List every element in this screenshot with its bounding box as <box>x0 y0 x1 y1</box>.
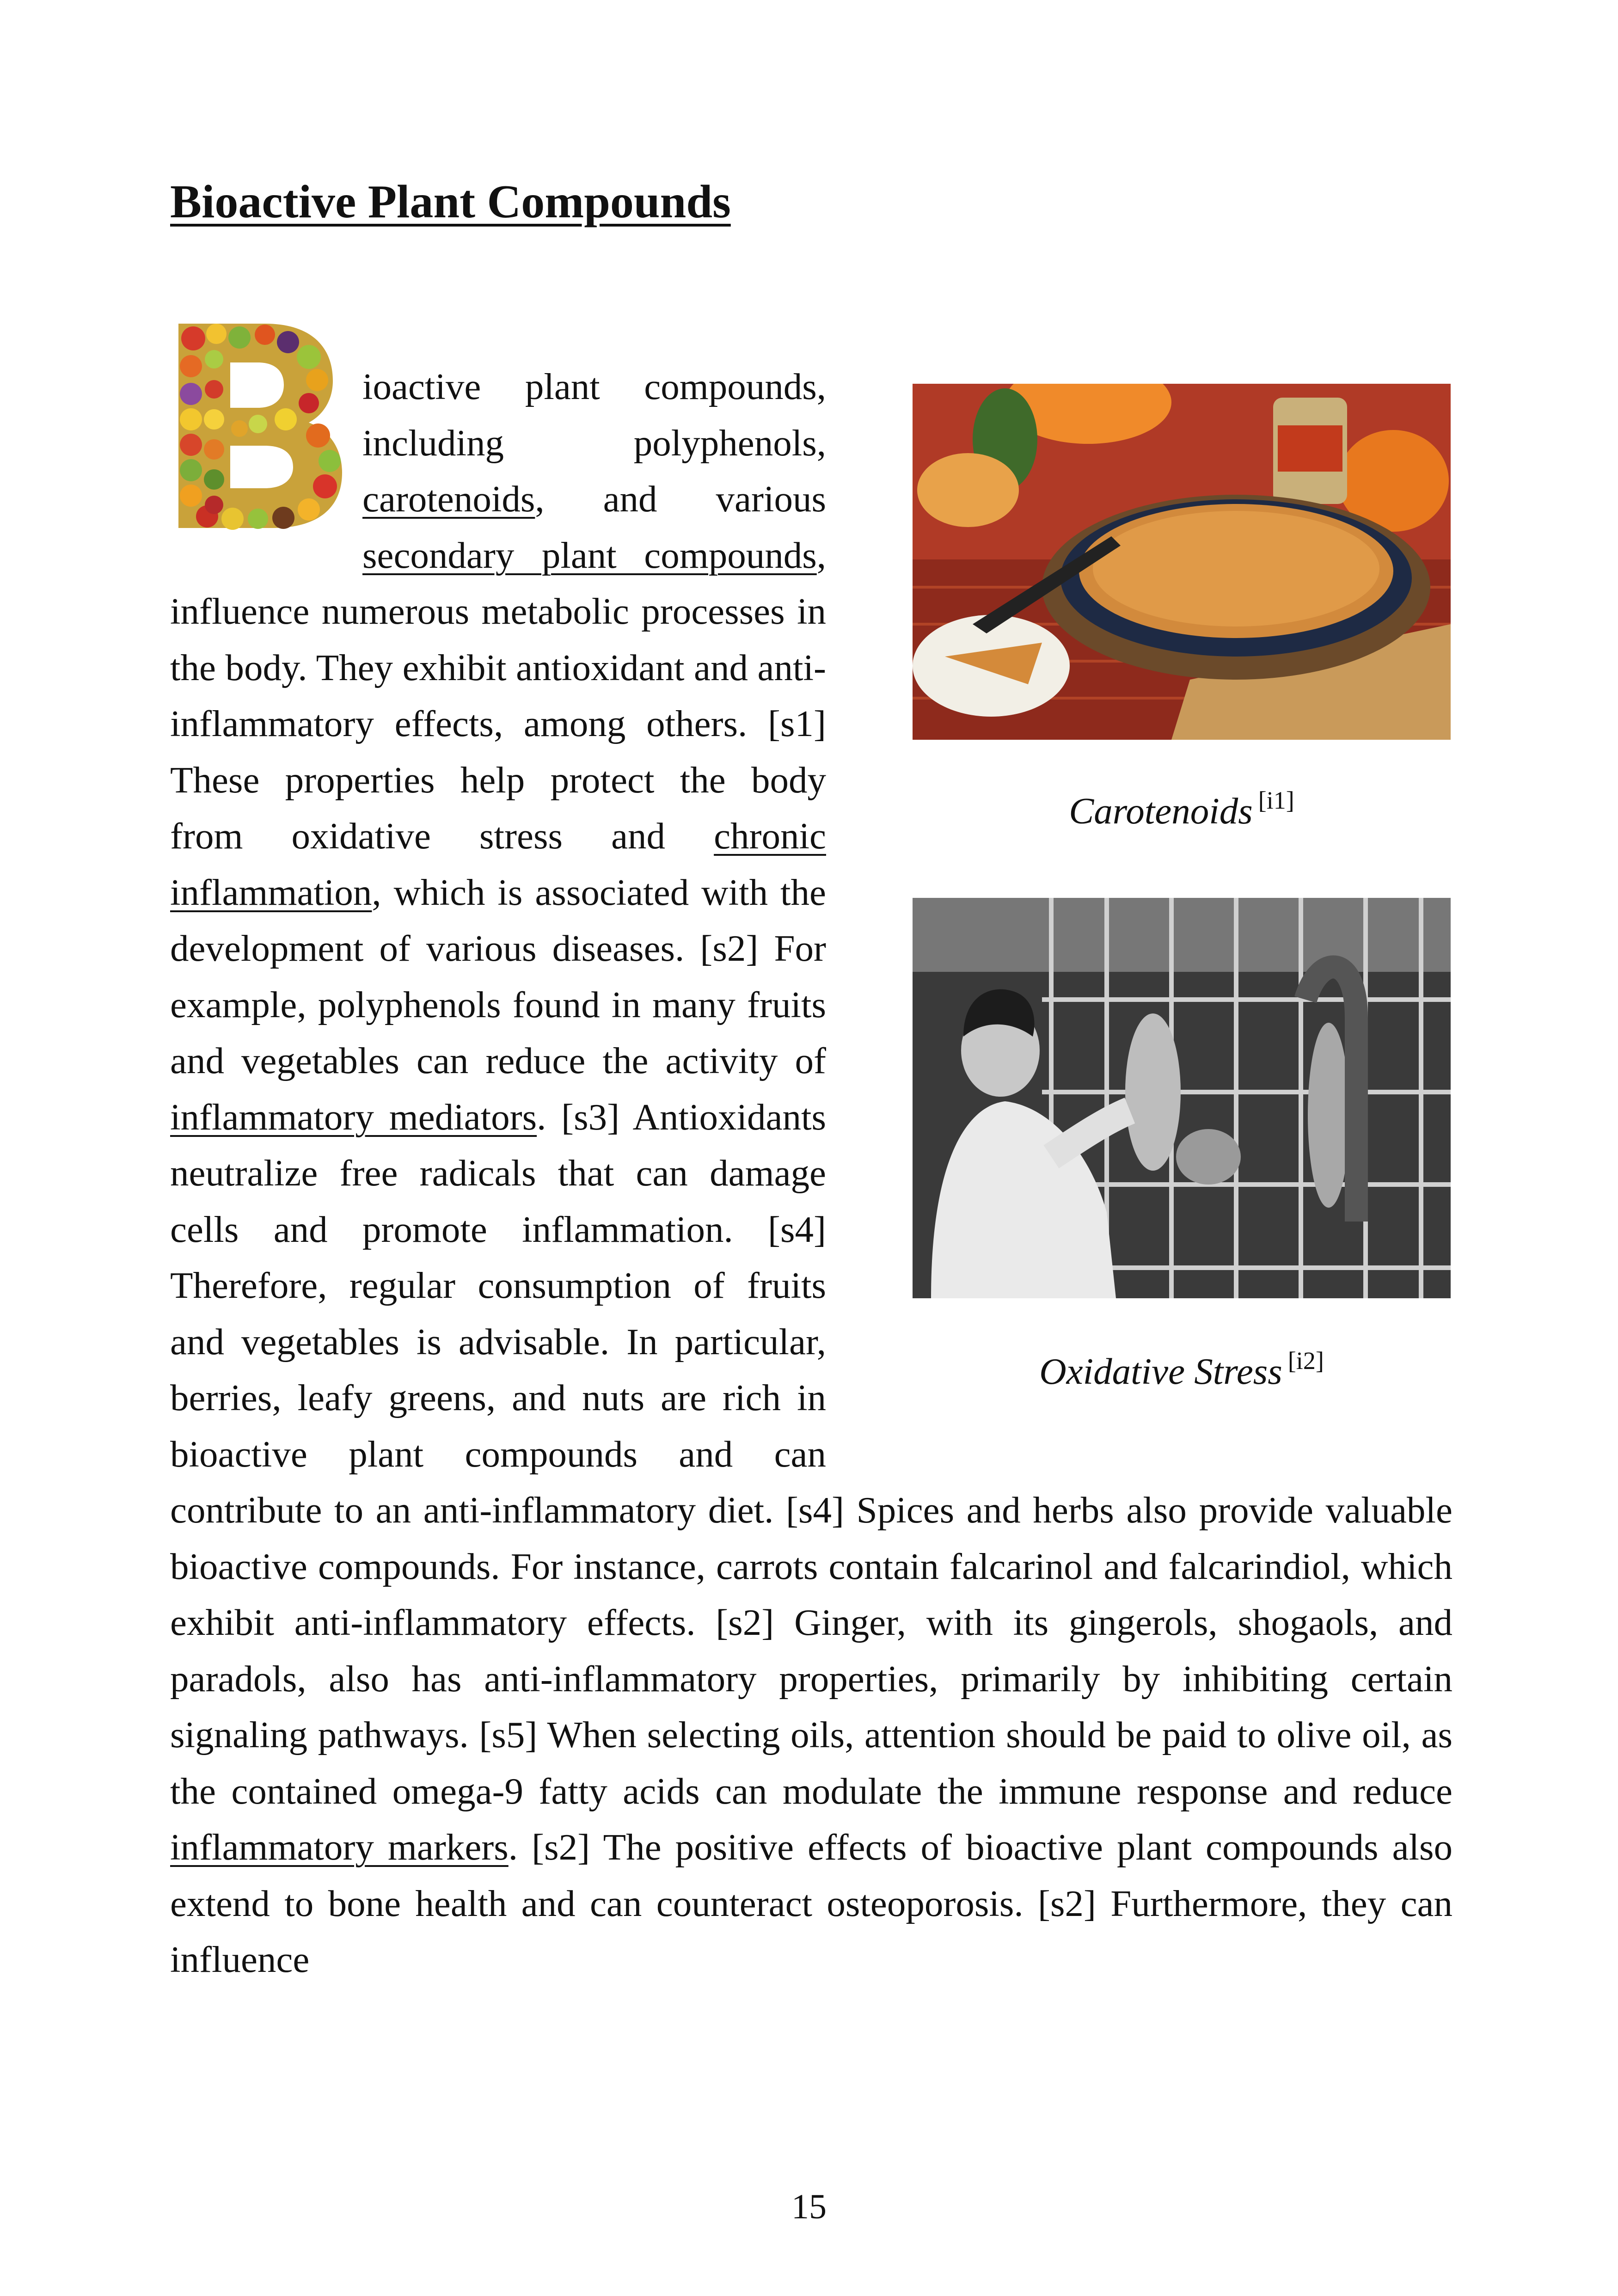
image-reference-i2: [i2] <box>1287 1347 1324 1375</box>
page-number: 15 <box>791 2187 827 2226</box>
oxidative-stress-image <box>913 898 1451 1298</box>
text-run: . [s2] The positive effects of bioactive plant compounds also extend to bone health and can counteract osteoporosis. [s2] Furthermore, they can influence <box>170 1826 1453 1980</box>
term-link-inflammatory-markers[interactable]: inflammatory markers <box>170 1826 509 1868</box>
text-run: , influence numerous metabolic processes in the body. They exhibit antioxidant and anti-inflammatory effects, among others. [s1] These properties help protect the body from oxidative stress and <box>170 534 826 857</box>
drop-cap-b-image <box>170 320 349 531</box>
image-reference-i1: [i1] <box>1258 786 1294 814</box>
figure-caption-oxidative-stress: Oxidative Stress [i2] <box>1039 1347 1324 1392</box>
page-title: Bioactive Plant Compounds <box>170 176 731 228</box>
carotenoids-image <box>913 384 1451 740</box>
term-link-secondary-plant-compounds[interactable]: secondary plant compounds <box>362 534 817 576</box>
text-run: , which is associated with the development of various diseases. [s2] For example, polyphenols found in many fruits and vegetables can reduce the activity of <box>170 871 826 1081</box>
text-run: , and various <box>535 478 826 520</box>
term-link-chronic-inflammation[interactable]: chronic inflammation <box>170 815 826 913</box>
figure-caption-carotenoids: Carotenoids [i1] <box>1069 786 1294 832</box>
text-run: ioactive plant compounds, including polyphenols, <box>362 366 826 464</box>
term-link-carotenoids[interactable]: carotenoids <box>362 478 535 520</box>
term-link-inflammatory-mediators[interactable]: inflammatory mediators <box>170 1096 537 1138</box>
text-run: . [s3] Antioxidants neutralize free radicals that can damage cells and promote inflammation. [s4] Therefore, regular consumption of fruits and vegetables is advisable. In particular, berries, leafy greens, and nuts are rich in bioactive plant compounds and can contribute to an anti-inflammatory diet. [s4] Spices and herbs also provide valuable bioactive compounds. For instance, carrots contain falcarinol and falcarindiol, which exhibit anti-inflammatory effects. [s2] Ginger, with its gingerols, shogaols, and paradols, also has anti-inflammatory properties, primarily by inhibiting certain signaling pathways. [s5] When selecting oils, attention should be paid to olive oil, as the contained omega-9 fatty acids can modulate the immune response and reduce <box>170 1096 1453 1812</box>
